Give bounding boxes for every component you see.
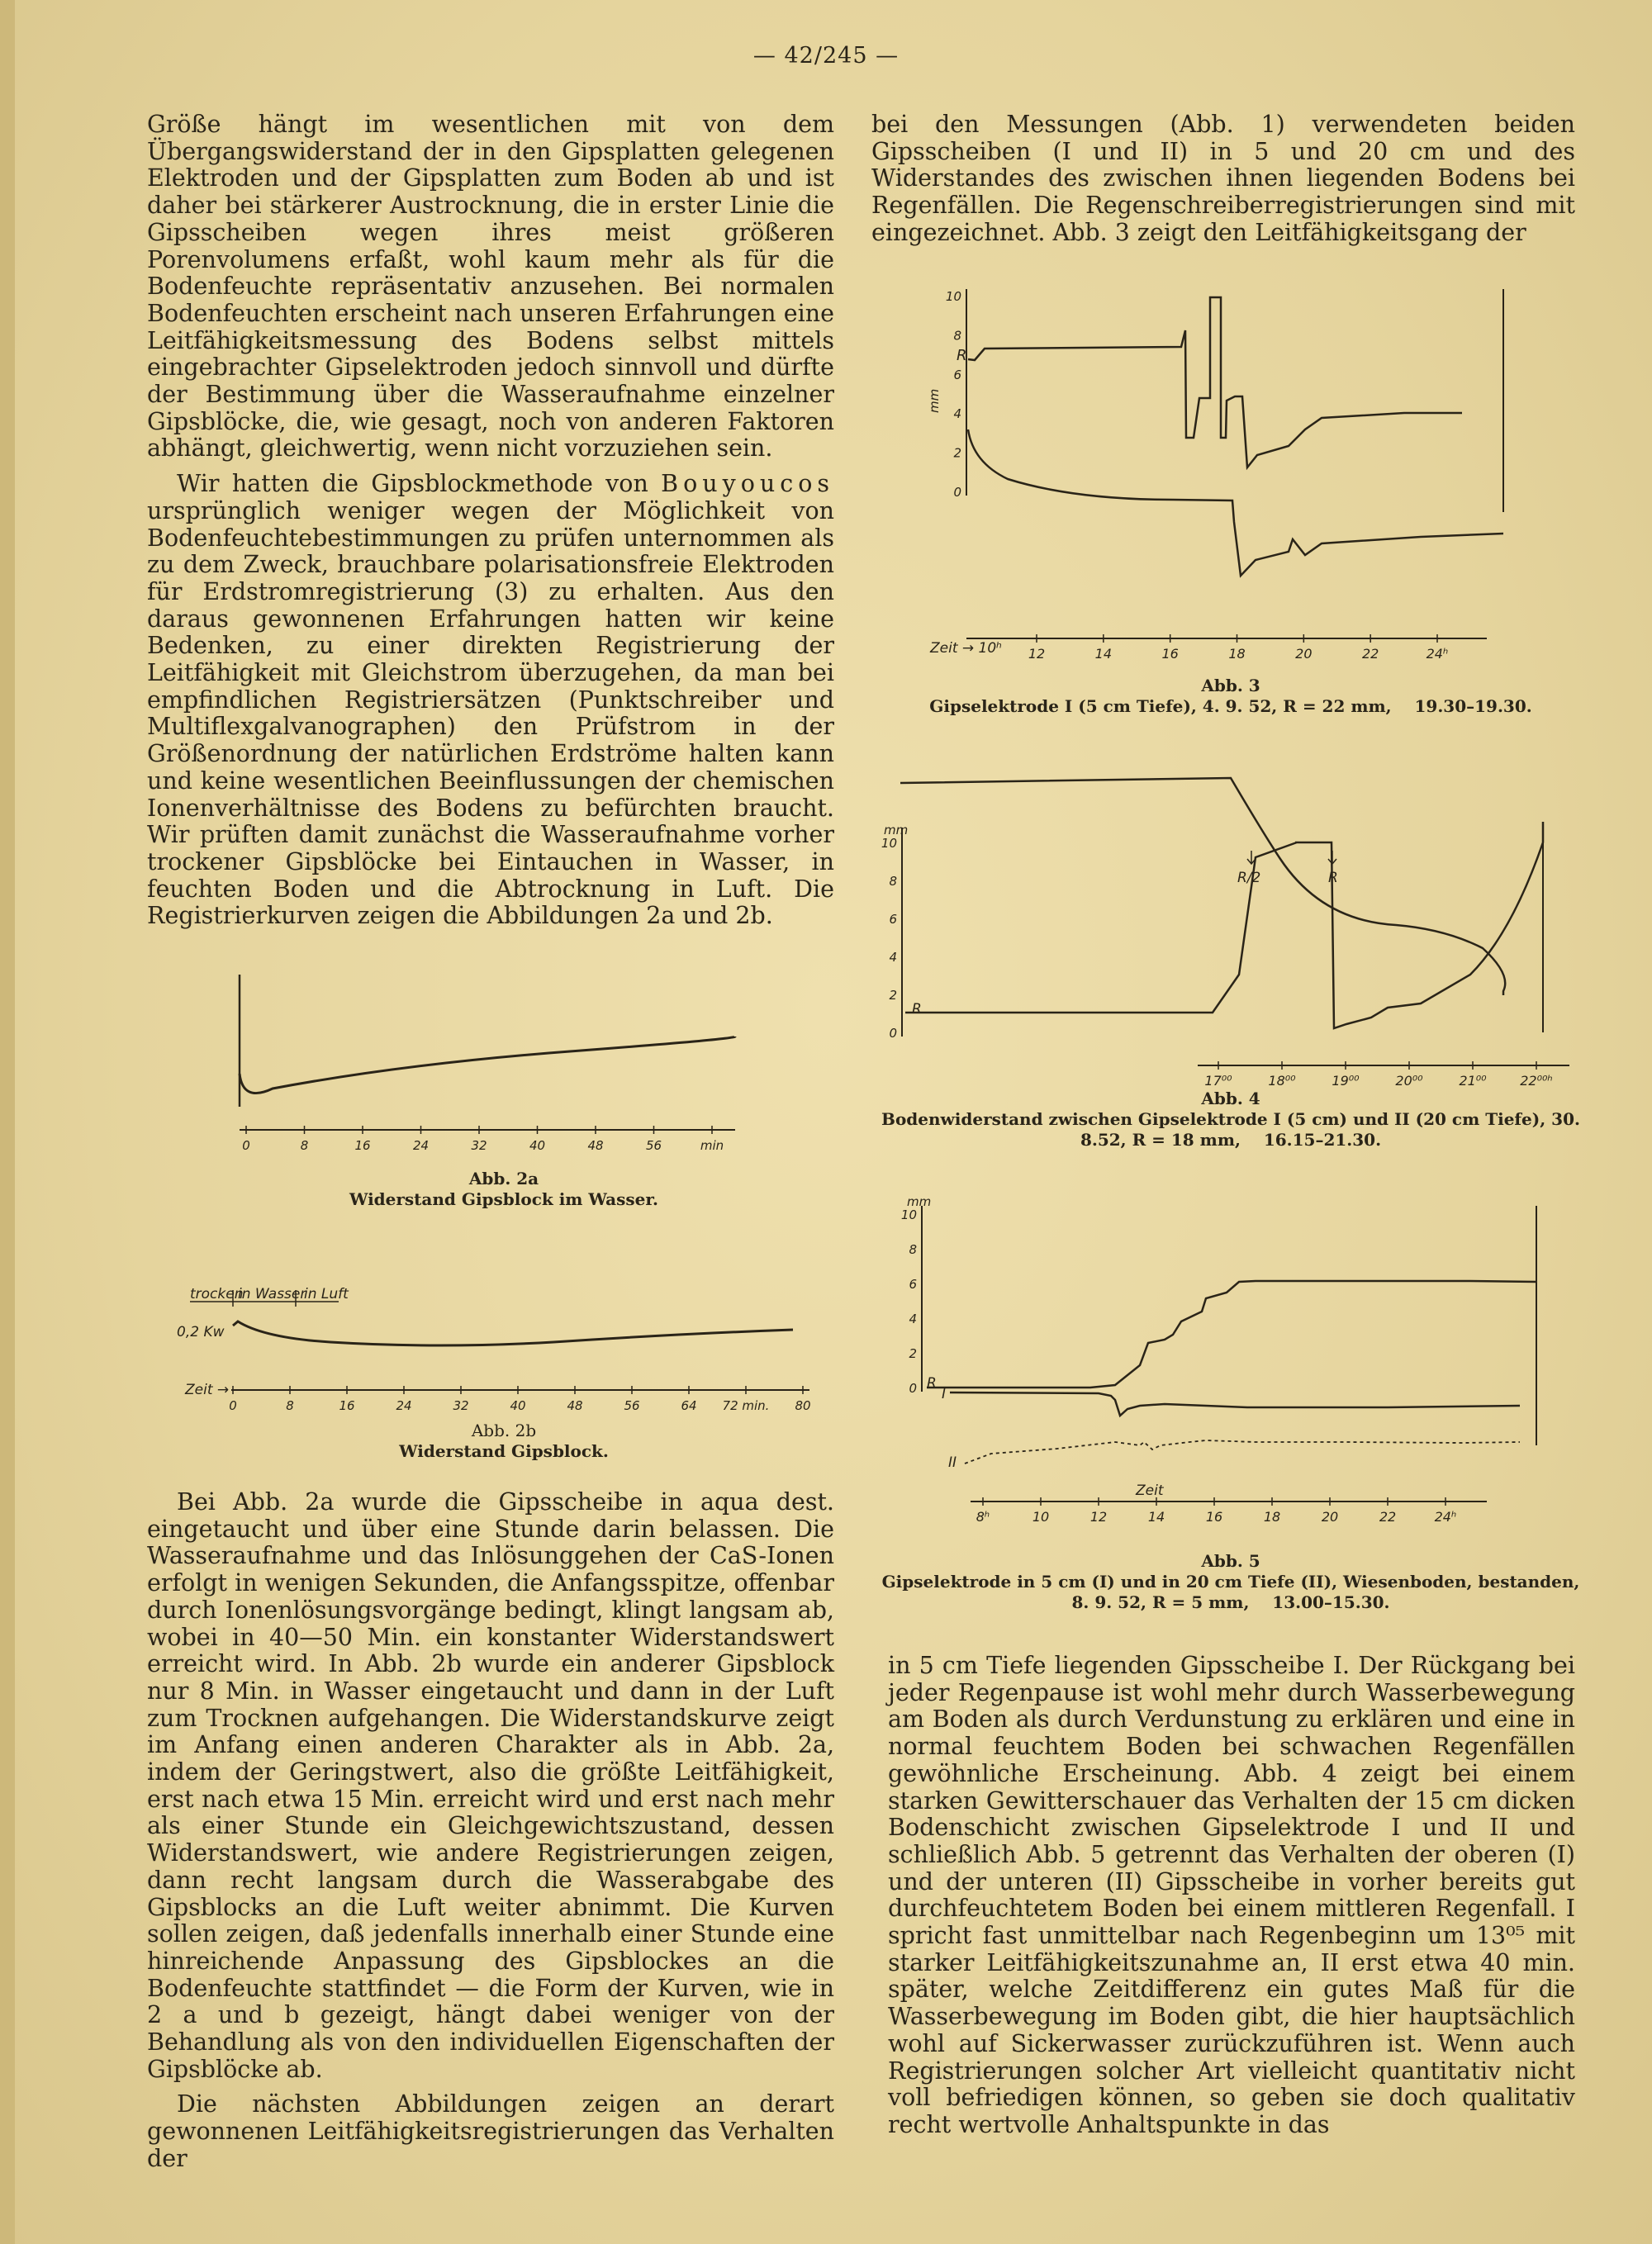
left-paragraph-2: Wir hatten die Gipsblockmethode von Bouyoucos ursprünglich weniger wegen der Möglichkeit von Bodenfeuchtebestimmungen zu prüfen unternommen als zu dem Zweck, brauchbare polarisationsfreie Elektroden für Erdstromregistrierung (3) zu erhalten. Aus den daraus gewonnenen Erfahrungen hatten wir keine Bedenken, zu einer direkten Registrierung der Leitfähigkeit mit Gleichstrom überzugehen, da man bei empfindlichen Registriersätzen (Punktschreiber und Multiflexgalvanographen) den Prüfstrom in der Größenordnung der natürlichen Erdströme halten kann und keine wesentlichen Beeinflussungen der chemischen Ionenverhältnisse des Bodens zu befürchten braucht. Wir prüften damit zunächst die Wasseraufnahme vorher trockener Gipsblöcke bei Eintauchen in Wasser, in feuchten Boden und die Abtrocknung in Luft. Die Registrierkurven zeigen die Abbildungen 2a und 2b. — [147, 470, 834, 930]
figure-4-plot — [876, 760, 1586, 1090]
figure-3-plot — [909, 281, 1536, 669]
fig2b-x-tick-label: 72 min. — [722, 1398, 770, 1413]
fig2a-x-tick-label: 8 — [300, 1138, 309, 1153]
fig5-x-tick-label: 14 — [1147, 1509, 1165, 1525]
fig2a-x-tick-label: 0 — [242, 1138, 250, 1153]
fig2b-x-tick-label: 8 — [286, 1398, 294, 1413]
fig2b-label-level: 0,2 Kw — [177, 1324, 225, 1340]
fig3-axis-label: Zeit → 10ʰ — [930, 640, 1002, 657]
fig5-x-tick-label: 8ʰ — [976, 1509, 990, 1525]
fig5-label-i: I — [942, 1386, 947, 1402]
fig4-x-tick-label: 18⁰⁰ — [1268, 1073, 1296, 1089]
fig2a-caption-text: Widerstand Gipsblock im Wasser. — [349, 1189, 659, 1209]
fig3-y-tick-label: 10 — [945, 289, 961, 304]
fig4-label-r-half: R/2 — [1237, 870, 1261, 886]
fig5-y-tick-label: 2 — [909, 1346, 917, 1361]
fig3-y-tick-label: 0 — [953, 485, 961, 500]
fig4-x-tick-label: 22⁰⁰ʰ — [1520, 1073, 1553, 1089]
figure-3 — [909, 281, 1536, 669]
fig2a-x-tick-label: 56 — [645, 1138, 662, 1153]
fig2b-caption-title: Abb. 2b — [471, 1421, 537, 1440]
fig2b-x-tick-label: 16 — [339, 1398, 355, 1413]
fig2b-curve — [233, 1321, 793, 1345]
fig3-x-tick-label: 12 — [1028, 646, 1046, 662]
figure-5-caption — [876, 1551, 1586, 1613]
fig3-x-tick-label: 16 — [1161, 646, 1179, 662]
fig2a-curve — [240, 1037, 735, 1094]
figure-4 — [876, 760, 1586, 1090]
fig4-curve-resistance — [900, 778, 1505, 995]
fig5-y-tick-label: 8 — [909, 1242, 917, 1257]
fig2b-x-tick-label: 24 — [396, 1398, 412, 1413]
fig2b-axis-label: Zeit → — [185, 1382, 230, 1398]
fig3-y-tick-label: 2 — [953, 445, 961, 461]
fig4-y-tick-label: 4 — [889, 950, 897, 965]
fig3-x-tick-label: 14 — [1094, 646, 1113, 662]
fig3-y-tick-label: 8 — [953, 328, 961, 344]
fig5-x-tick-label: 24ʰ — [1434, 1509, 1457, 1525]
fig5-x-tick-label: 16 — [1205, 1509, 1223, 1525]
fig5-x-tick-label: 12 — [1089, 1509, 1108, 1525]
fig2b-x-tick-label: 0 — [229, 1398, 237, 1413]
fig2a-x-tick-label: 32 — [471, 1138, 487, 1153]
author-name: Bouyoucos — [661, 470, 834, 498]
fig2b-label-water: in Wasser — [238, 1286, 306, 1302]
fig4-x-tick-label: 17⁰⁰ — [1204, 1073, 1232, 1089]
fig5-curve-lower — [950, 1392, 1520, 1416]
left-paragraph-1: Größe hängt im wesentlichen mit von dem Übergangswiderstand der in den Gipsplatten gelegenen Elektroden und der Gipsplatten zum Boden ab und ist daher bei stärkerer Austrocknung, die in erster Linie die Gipsscheiben wegen ihres meist größeren Porenvolumens erfaßt, wohl kaum mehr als für die Bodenfeuchte repräsentativ anzusehen. Bei normalen Bodenfeuchten erscheint nach unseren Erfahrungen eine Leitfähigkeitsmessung des Bodens selbst mittels eingebrachter Gipselektroden jedoch sinnvoll und dürfte der Bestimmung über die Wasseraufnahme einzelner Gipsblöcke, die, wie gesagt, noch von anderen Faktoren abhängt, gleichwertig, wenn nicht vorzuziehen sein. — [147, 111, 834, 463]
fig2b-x-tick-label: 32 — [453, 1398, 469, 1413]
fig2a-caption-title: Abb. 2a — [468, 1169, 539, 1188]
figure-4-caption — [876, 1089, 1586, 1150]
fig5-axis-label: Zeit — [1136, 1483, 1164, 1499]
fig2a-x-tick-label: 48 — [587, 1138, 604, 1153]
fig2b-x-tick-label: 56 — [624, 1398, 640, 1413]
fig4-x-tick-label: 20⁰⁰ — [1395, 1073, 1423, 1089]
fig2a-x-tick-label: min — [700, 1138, 724, 1153]
fig5-x-tick-label: 18 — [1263, 1509, 1281, 1525]
fig2b-caption-text: Widerstand Gipsblock. — [399, 1441, 609, 1461]
fig3-caption-time: 19.30–19.30. — [1414, 696, 1532, 716]
fig3-y-tick-label: 4 — [953, 406, 961, 422]
fig2b-x-tick-label: 80 — [795, 1398, 811, 1413]
fig5-y-tick-label: 4 — [909, 1312, 917, 1326]
fig3-y-unit: mm — [927, 388, 942, 413]
fig3-curve-upper — [968, 297, 1462, 467]
fig2b-label-air: in Luft — [304, 1286, 349, 1302]
fig5-y-unit: mm — [907, 1194, 932, 1209]
fig4-x-tick-label: 19⁰⁰ — [1332, 1073, 1360, 1089]
left-column-top — [147, 111, 834, 930]
fig2a-x-tick-label: 24 — [412, 1138, 430, 1153]
fig2b-label-dry: trocken — [190, 1286, 244, 1302]
fig5-x-tick-label: 10 — [1032, 1509, 1050, 1525]
page-number: — 42/245 — — [752, 43, 900, 69]
figure-3-caption — [876, 676, 1586, 717]
figure-2a-caption — [273, 1169, 735, 1210]
right-paragraph-2: in 5 cm Tiefe liegenden Gipsscheibe I. Der Rückgang bei jeder Regenpause ist wohl mehr durch Wasserbewegung am Boden als durch Verdunstung zu erklären und eine in normal feuchtem Boden bei schwachen Regenfällen gewöhnliche Erscheinung. Abb. 4 zeigt bei einem starken Gewitterschauer das Verhalten der 15 cm dicken Bodenschicht zwischen Gipselektrode I und II und schließlich Abb. 5 getrennt das Verhalten der oberen (I) und der unteren (II) Gipsscheibe in vorher bereits gut durchfeuchtetem Boden bei einem mittleren Regenfall. I spricht fast unmittelbar nach Regenbeginn um 13⁰⁵ mit starker Leitfähigkeitszunahme an, II erst etwa 40 min. später, welche Zeitdifferenz ein gutes Maß für die Wasserbewegung im Boden gibt, die hier hauptsächlich wohl auf Sickerwasser zurückzuführen ist. Wenn auch Registrierungen solcher Art vielleicht quantitativ nicht voll befriedigen können, so geben sie doch qualitativ recht wertvolle Anhaltspunkte in das — [888, 1652, 1575, 2138]
fig5-caption-time: 13.00–15.30. — [1272, 1592, 1390, 1612]
right-column-top — [871, 111, 1575, 247]
page-edge — [0, 0, 15, 2244]
right-column-bottom — [888, 1653, 1575, 2139]
fig4-y-tick-label: 10 — [881, 836, 897, 851]
right-paragraph-1: bei den Messungen (Abb. 1) verwendeten beiden Gipsscheiben (I und II) in 5 und 20 cm und des Widerstandes des zwischen ihnen liegenden Bodens bei Regenfällen. Die Regenschreiberregistrierungen sind mit eingezeichnet. Abb. 3 zeigt den Leitfähigkeitsgang der — [871, 111, 1575, 246]
fig3-label-r: R — [957, 347, 967, 364]
fig2a-x-tick-label: 16 — [354, 1138, 371, 1153]
fig5-caption-text: Gipselektrode in 5 cm (I) und in 20 cm Tiefe (II), Wiesenboden, bestanden, 8. 9. 52, R = 5 mm, — [881, 1572, 1580, 1612]
fig4-rain-arrows — [1247, 851, 1336, 864]
figure-5-plot — [892, 1189, 1586, 1553]
fig4-caption-text: Bodenwiderstand zwischen Gipselektrode I (5 cm) und II (20 cm Tiefe), 30. 8.52, R = 18 mm, — [881, 1109, 1580, 1150]
fig3-x-tick-label: 20 — [1295, 646, 1313, 662]
fig3-x-tick-label: 24ʰ — [1426, 646, 1449, 662]
fig4-y-tick-label: 2 — [889, 988, 897, 1003]
fig4-caption-title: Abb. 4 — [1201, 1089, 1260, 1108]
figure-2b-caption — [273, 1421, 735, 1462]
figure-5 — [892, 1189, 1586, 1553]
left-column-bottom — [147, 1489, 834, 2173]
fig3-caption-title: Abb. 3 — [1201, 676, 1260, 695]
fig3-curve-lower — [968, 429, 1503, 576]
fig5-y-tick-label: 6 — [909, 1277, 917, 1292]
figure-2a-plot — [223, 966, 801, 1198]
left-paragraph-3: Bei Abb. 2a wurde die Gipsscheibe in aqua dest. eingetaucht und über eine Stunde darin belassen. Die Wasseraufnahme und das Inlösunggehen der CaS-Ionen erfolgt in wenigen Sekunden, die Anfangsspitze, offenbar durch Ionenlösungsvorgänge bedingt, klingt langsam ab, wobei in 40—50 Min. ein konstanter Widerstandswert erreicht wird. In Abb. 2b wurde ein anderer Gipsblock nur 8 Min. in Wasser eingetaucht und dann in der Luft zum Trocknen aufgehangen. Die Widerstandskurve zeigt im Anfang einen anderen Charakter als in Abb. 2a, indem der Geringstwert, also die größte Leitfähigkeit, erst nach etwa 15 Min. erreicht wird und erst nach mehr als einer Stunde ein Gleichgewichtszustand, dessen Widerstandswert, wie andere Registrierungen zeigen, dann recht langsam durch die Wasserabgabe des Gipsblocks an die Luft weiter abnimmt. Die Kurven sollen zeigen, daß jedenfalls innerhalb einer Stunde eine hinreichende Anpassung des Gipsblockes an die Bodenfeuchte stattfindet — die Form der Kurven, wie in 2 a und b gezeigt, hängt dabei weniger von der Behandlung als von den individuellen Eigenschaften der Gipsblöcke ab. — [147, 1488, 834, 2083]
fig4-curve-conductance — [905, 822, 1543, 1028]
fig5-curve-upper — [927, 1281, 1536, 1388]
fig3-x-tick-label: 18 — [1228, 646, 1246, 662]
fig5-curve-ii — [965, 1440, 1520, 1464]
fig2b-x-tick-label: 64 — [681, 1398, 697, 1413]
fig4-y-tick-label: 8 — [889, 874, 897, 889]
fig4-caption-time: 16.15–21.30. — [1263, 1130, 1382, 1150]
fig5-caption-title: Abb. 5 — [1201, 1551, 1260, 1571]
fig4-label-r: R — [912, 1001, 922, 1018]
fig5-y-tick-label: 0 — [909, 1381, 917, 1396]
figure-2b-plot — [165, 1272, 826, 1412]
fig5-x-tick-label: 22 — [1379, 1509, 1397, 1525]
fig4-y-tick-label: 6 — [889, 912, 897, 927]
fig3-x-tick-label: 22 — [1361, 646, 1379, 662]
fig5-x-tick-label: 20 — [1321, 1509, 1339, 1525]
left-paragraph-4: Die nächsten Abbildungen zeigen an derart gewonnenen Leitfähigkeitsregistrierungen das Verhalten der — [147, 2090, 834, 2172]
fig2a-x-tick-label: 40 — [529, 1138, 546, 1153]
fig5-label-r: R — [927, 1375, 937, 1392]
fig4-label-r-end: R — [1328, 870, 1338, 886]
fig2b-x-tick-label: 48 — [567, 1398, 583, 1413]
figure-2a — [223, 966, 801, 1198]
fig4-y-tick-label: 0 — [889, 1026, 897, 1041]
fig4-y-unit: mm — [884, 823, 909, 837]
fig3-y-tick-label: 6 — [953, 367, 961, 382]
figure-2b — [165, 1272, 826, 1412]
fig5-label-ii: II — [948, 1454, 957, 1471]
fig2b-x-tick-label: 40 — [510, 1398, 526, 1413]
fig3-caption-text: Gipselektrode I (5 cm Tiefe), 4. 9. 52, R = 22 mm, — [929, 696, 1392, 716]
fig4-x-tick-label: 21⁰⁰ — [1459, 1073, 1487, 1089]
fig5-y-tick-label: 10 — [900, 1207, 917, 1222]
